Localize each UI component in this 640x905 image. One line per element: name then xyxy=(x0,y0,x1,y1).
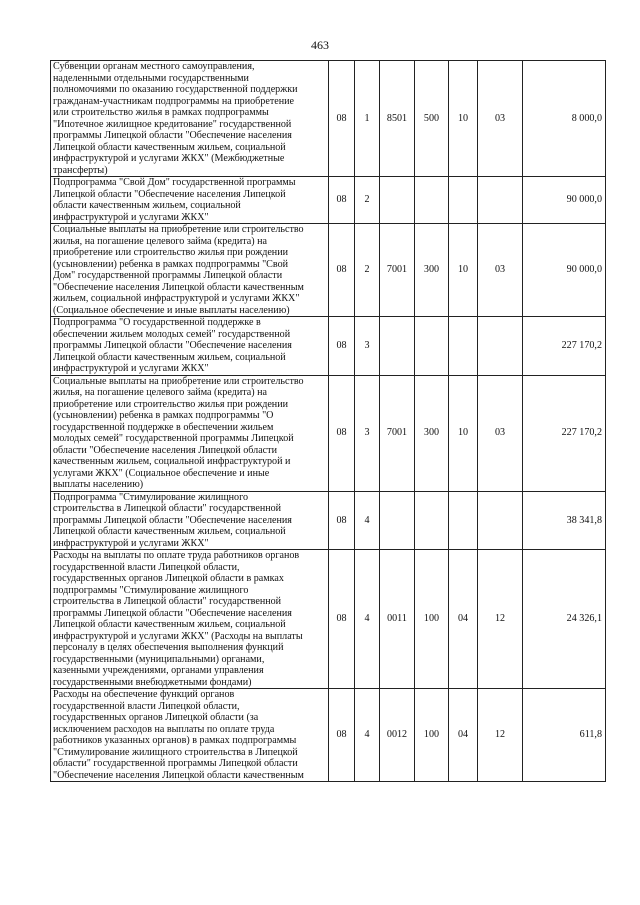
description-line: "Обеспечение населения Липецкой области качественным xyxy=(53,281,304,293)
description-line: программы Липецкой области "Обеспечение населения xyxy=(53,340,292,351)
description-line: казенными учреждениями, органами управления xyxy=(53,665,264,676)
subfunction-cell: 03 xyxy=(478,375,523,491)
subsection-cell: 4 xyxy=(355,550,380,689)
description-line: "Стимулирование жилищного строительства в Липецкой xyxy=(53,746,298,758)
section-cell: 08 xyxy=(329,224,355,317)
target-article-cell: 7001 xyxy=(380,224,415,317)
description-line: программы Липецкой области "Обеспечение населения xyxy=(53,607,292,619)
amount-cell: 227 170,2 xyxy=(523,317,606,376)
description-line: "Ипотечное жилищное кредитование" государственной xyxy=(53,118,292,130)
subsection-cell: 1 xyxy=(355,61,380,177)
function-cell: 10 xyxy=(449,375,478,491)
description-line: инфраструктурой и услугами ЖКХ" (Расходы на выплаты xyxy=(53,630,303,642)
expense-type-cell: 300 xyxy=(415,375,449,491)
description-line: приобретение или строительство жилья при рождении xyxy=(53,247,289,258)
row-description xyxy=(51,689,329,782)
description-line: гражданам-участникам подпрограммы на приобретение xyxy=(53,95,295,107)
subfunction-cell: 12 xyxy=(478,550,523,689)
row-description xyxy=(51,491,329,550)
subsection-cell: 3 xyxy=(355,375,380,491)
section-cell: 08 xyxy=(329,550,355,689)
table-row xyxy=(51,375,606,491)
description-line: Липецкой области качественным жильем, социальной xyxy=(53,619,286,630)
description-line: персоналу в целях обеспечения выполнения функций xyxy=(53,642,284,653)
subfunction-cell: 03 xyxy=(478,61,523,177)
target-article-cell: 7001 xyxy=(380,375,415,491)
description-line: Липецкой области качественным жильем, социальной xyxy=(53,351,286,363)
subsection-cell: 2 xyxy=(355,177,380,224)
description-line: Расходы на выплаты по оплате труда работников органов xyxy=(53,550,300,561)
description-line: программы Липецкой области "Обеспечение населения xyxy=(53,514,292,526)
function-cell xyxy=(449,491,478,550)
description-line: (Социальное обеспечение и иные выплаты населению) xyxy=(53,304,290,316)
description-line: обеспечении жильем молодых семей" государственной xyxy=(53,328,291,340)
amount-cell: 8 000,0 xyxy=(523,61,606,177)
description-line: (усыновлении) ребенка в рамках подпрограммы "Свой xyxy=(53,258,289,270)
function-cell: 10 xyxy=(449,61,478,177)
description-line: Липецкой области "Обеспечение населения Липецкой xyxy=(53,188,286,200)
expense-type-cell: 500 xyxy=(415,61,449,177)
function-cell: 10 xyxy=(449,224,478,317)
description-line: области" государственной программы Липецкой области xyxy=(53,758,298,769)
description-line: Липецкой области качественным жильем, социальной xyxy=(53,141,286,153)
table-row xyxy=(51,550,606,689)
section-cell: 08 xyxy=(329,177,355,224)
table-row xyxy=(51,689,606,782)
description-line: области качественным жильем, социальной xyxy=(53,200,241,211)
description-line: жилья, на погашение целевого займа (кредита) на xyxy=(53,387,268,398)
function-cell xyxy=(449,177,478,224)
description-line: выплаты населению) xyxy=(53,479,144,490)
table-row xyxy=(51,317,606,376)
section-cell: 08 xyxy=(329,491,355,550)
section-cell: 08 xyxy=(329,689,355,782)
amount-cell: 24 326,1 xyxy=(523,550,606,689)
target-article-cell: 0011 xyxy=(380,550,415,689)
description-line: государственной власти Липецкой области, xyxy=(53,700,240,712)
section-cell: 08 xyxy=(329,61,355,177)
amount-cell: 38 341,8 xyxy=(523,491,606,550)
description-line: инфраструктурой и услугами ЖКХ" xyxy=(53,211,209,223)
subsection-cell: 4 xyxy=(355,491,380,550)
expense-type-cell xyxy=(415,317,449,376)
row-description xyxy=(51,550,329,689)
expense-type-cell xyxy=(415,177,449,224)
expense-type-cell xyxy=(415,491,449,550)
amount-cell: 90 000,0 xyxy=(523,224,606,317)
description-line: услугами ЖКХ" (Социальное обеспечение и иные xyxy=(53,467,270,479)
description-line: области "Обеспечение населения Липецкой области xyxy=(53,444,277,456)
expense-type-cell: 100 xyxy=(415,689,449,782)
description-line: качественным жильем, социальной инфраструктурой и xyxy=(53,456,291,467)
subfunction-cell: 12 xyxy=(478,689,523,782)
subfunction-cell xyxy=(478,491,523,550)
description-line: инфраструктурой и услугами ЖКХ" (Межбюджетные xyxy=(53,153,285,164)
table-row xyxy=(51,177,606,224)
description-line: Липецкой области качественным жильем, социальной xyxy=(53,526,286,537)
description-line: подпрограммы "Стимулирование жилищного xyxy=(53,584,249,596)
table-row xyxy=(51,61,606,177)
description-line: наделенными отдельными государственными xyxy=(53,72,249,84)
row-description xyxy=(51,375,329,491)
description-line: государственными внебюджетными фондами) xyxy=(53,676,252,688)
description-line: работников указанных органов) в рамках подпрограммы xyxy=(53,735,297,746)
target-article-cell: 0012 xyxy=(380,689,415,782)
description-line: строительства в Липецкой области" государственной xyxy=(53,503,282,514)
description-line: государственных органов Липецкой области (за xyxy=(53,712,259,723)
row-description xyxy=(51,177,329,224)
description-line: программы Липецкой области "Обеспечение населения xyxy=(53,130,292,141)
description-line: Подпрограмма "Стимулирование жилищного xyxy=(53,491,248,503)
description-line: трансферты) xyxy=(53,164,108,176)
description-line: Подпрограмма "Свой Дом" государственной программы xyxy=(53,177,296,188)
row-description xyxy=(51,317,329,376)
description-line: инфраструктурой и услугами ЖКХ" xyxy=(53,363,209,374)
amount-cell: 90 000,0 xyxy=(523,177,606,224)
description-line: приобретение или строительство жилья при рождении xyxy=(53,398,289,410)
description-line: или строительство жилья в рамках подпрограммы xyxy=(53,107,269,118)
subfunction-cell xyxy=(478,177,523,224)
description-line: полномочиями по оказанию государственной поддержки xyxy=(53,84,298,95)
target-article-cell: 8501 xyxy=(380,61,415,177)
target-article-cell xyxy=(380,177,415,224)
table-row xyxy=(51,224,606,317)
subsection-cell: 2 xyxy=(355,224,380,317)
description-line: Подпрограмма "О государственной поддержке в xyxy=(53,317,261,328)
budget-table xyxy=(50,60,606,782)
description-line: государственной поддержке в обеспечении жильем xyxy=(53,421,274,433)
subsection-cell: 4 xyxy=(355,689,380,782)
amount-cell: 227 170,2 xyxy=(523,375,606,491)
function-cell: 04 xyxy=(449,689,478,782)
description-line: государственными (муниципальными) органами, xyxy=(53,653,265,665)
amount-cell: 611,8 xyxy=(523,689,606,782)
function-cell xyxy=(449,317,478,376)
subfunction-cell: 03 xyxy=(478,224,523,317)
subsection-cell: 3 xyxy=(355,317,380,376)
function-cell: 04 xyxy=(449,550,478,689)
description-line: строительства в Липецкой области" государственной xyxy=(53,596,282,607)
description-line: молодых семей" государственной программы Липецкой xyxy=(53,433,294,444)
description-line: Расходы на обеспечение функций органов xyxy=(53,689,235,700)
section-cell: 08 xyxy=(329,317,355,376)
description-line: государственной власти Липецкой области, xyxy=(53,561,240,573)
expense-type-cell: 300 xyxy=(415,224,449,317)
description-line: "Обеспечение населения Липецкой области качественным xyxy=(53,769,304,781)
description-line: Социальные выплаты на приобретение или строительство xyxy=(53,375,304,387)
description-line: (усыновлении) ребенка в рамках подпрограммы "О xyxy=(53,410,274,421)
section-cell: 08 xyxy=(329,375,355,491)
description-line: Социальные выплаты на приобретение или строительство xyxy=(53,224,304,235)
description-line: исключением расходов на выплаты по оплате труда xyxy=(53,723,275,735)
page-number: 463 xyxy=(311,38,329,52)
subfunction-cell xyxy=(478,317,523,376)
description-line: инфраструктурой и услугами ЖКХ" xyxy=(53,537,209,549)
row-description xyxy=(51,61,329,177)
expense-type-cell: 100 xyxy=(415,550,449,689)
description-line: Дом" государственной программы Липецкой области xyxy=(53,270,283,281)
description-line: Субвенции органам местного самоуправления, xyxy=(53,61,255,72)
description-line: жильем, социальной инфраструктурой и услугами ЖКХ" xyxy=(53,293,300,304)
target-article-cell xyxy=(380,317,415,376)
description-line: государственных органов Липецкой области в рамках xyxy=(53,573,284,584)
row-description xyxy=(51,224,329,317)
table-row xyxy=(51,491,606,550)
description-line: жилья, на погашение целевого займа (кредита) на xyxy=(53,235,268,247)
target-article-cell xyxy=(380,491,415,550)
